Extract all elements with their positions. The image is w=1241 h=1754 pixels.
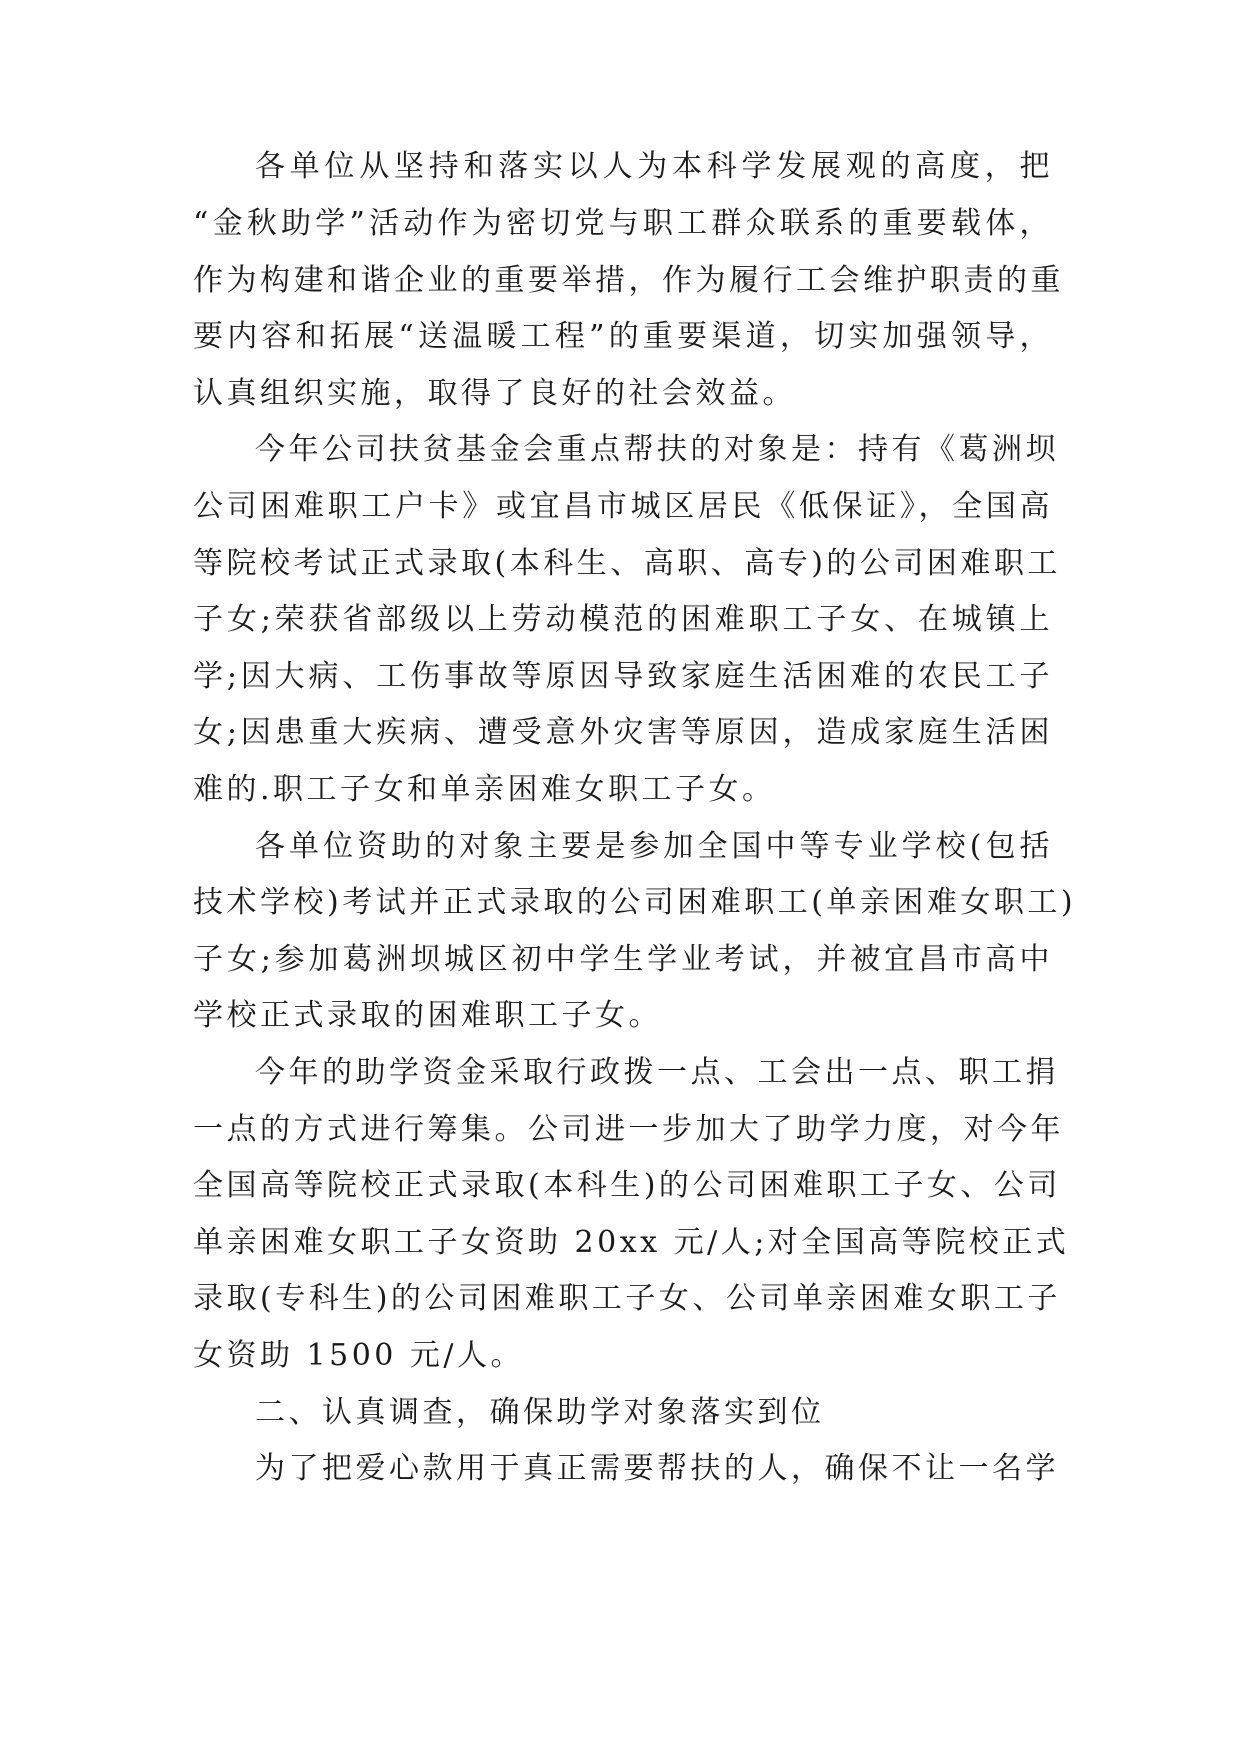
paragraph-1-line-4: 要内容和拓展“送温暖工程”的重要渠道，切实加强领导， [193, 319, 1053, 354]
paragraph-4-line-6: 女资助 1500 元/人。 [193, 1338, 525, 1373]
paragraph-5-line-1: 为了把爱心款用于真正需要帮扶的人，确保不让一名学 [255, 1451, 1059, 1486]
paragraph-4-line-4: 单亲困难女职工子女资助 20xx 元/人;对全国高等院校正式 [193, 1225, 1070, 1260]
paragraph-2-line-3: 等院校考试正式录取(本科生、高职、高专)的公司困难职工 [193, 546, 1061, 581]
paragraph-2-line-2: 公司困难职工户卡》或宜昌市城区居民《低保证》，全国高 [193, 489, 1053, 524]
paragraph-4-line-5: 录取(专科生)的公司困难职工子女、公司单亲困难女职工子 [193, 1281, 1061, 1316]
paragraph-2-line-4: 子女;荣获省部级以上劳动模范的困难职工子女、在城镇上 [193, 602, 1053, 637]
paragraph-3-line-1: 各单位资助的对象主要是参加全国中等专业学校(包括 [255, 829, 1053, 864]
paragraph-4-line-3: 全国高等院校正式录取(本科生)的公司困难职工子女、公司 [193, 1168, 1061, 1203]
paragraph-2-line-1: 今年公司扶贫基金会重点帮扶的对象是：持有《葛洲坝 [255, 432, 1059, 467]
paragraph-3-line-3: 子女;参加葛洲坝城区初中学生学业考试，并被宜昌市高中 [193, 942, 1053, 977]
paragraph-1-line-1: 各单位从坚持和落实以人为本科学发展观的高度，把 [255, 149, 1053, 184]
paragraph-2-line-7: 难的.职工子女和单亲困难女职工子女。 [193, 772, 776, 807]
paragraph-1-line-2: “金秋助学”活动作为密切党与职工群众联系的重要载体， [193, 206, 1053, 241]
paragraph-4-line-2: 一点的方式进行筹集。公司进一步加大了助学力度，对今年 [193, 1112, 1064, 1147]
paragraph-1-line-5: 认真组织实施，取得了良好的社会效益。 [193, 376, 796, 411]
paragraph-3-line-2: 技术学校)考试并正式录取的公司困难职工(单亲困难女职工) [193, 885, 1077, 920]
paragraph-1-line-3: 作为构建和谐企业的重要举措，作为履行工会维护职责的重 [193, 263, 1064, 298]
paragraph-3-line-4: 学校正式录取的困难职工子女。 [193, 998, 662, 1033]
section-heading: 二、认真调查，确保助学对象落实到位 [255, 1395, 825, 1430]
paragraph-2-line-6: 女;因患重大疾病、遭受意外灾害等原因，造成家庭生活困 [193, 715, 1053, 750]
paragraph-4-line-1: 今年的助学资金采取行政拨一点、工会出一点、职工捐 [255, 1055, 1059, 1090]
paragraph-2-line-5: 学;因大病、工伤事故等原因导致家庭生活困难的农民工子 [193, 659, 1053, 694]
